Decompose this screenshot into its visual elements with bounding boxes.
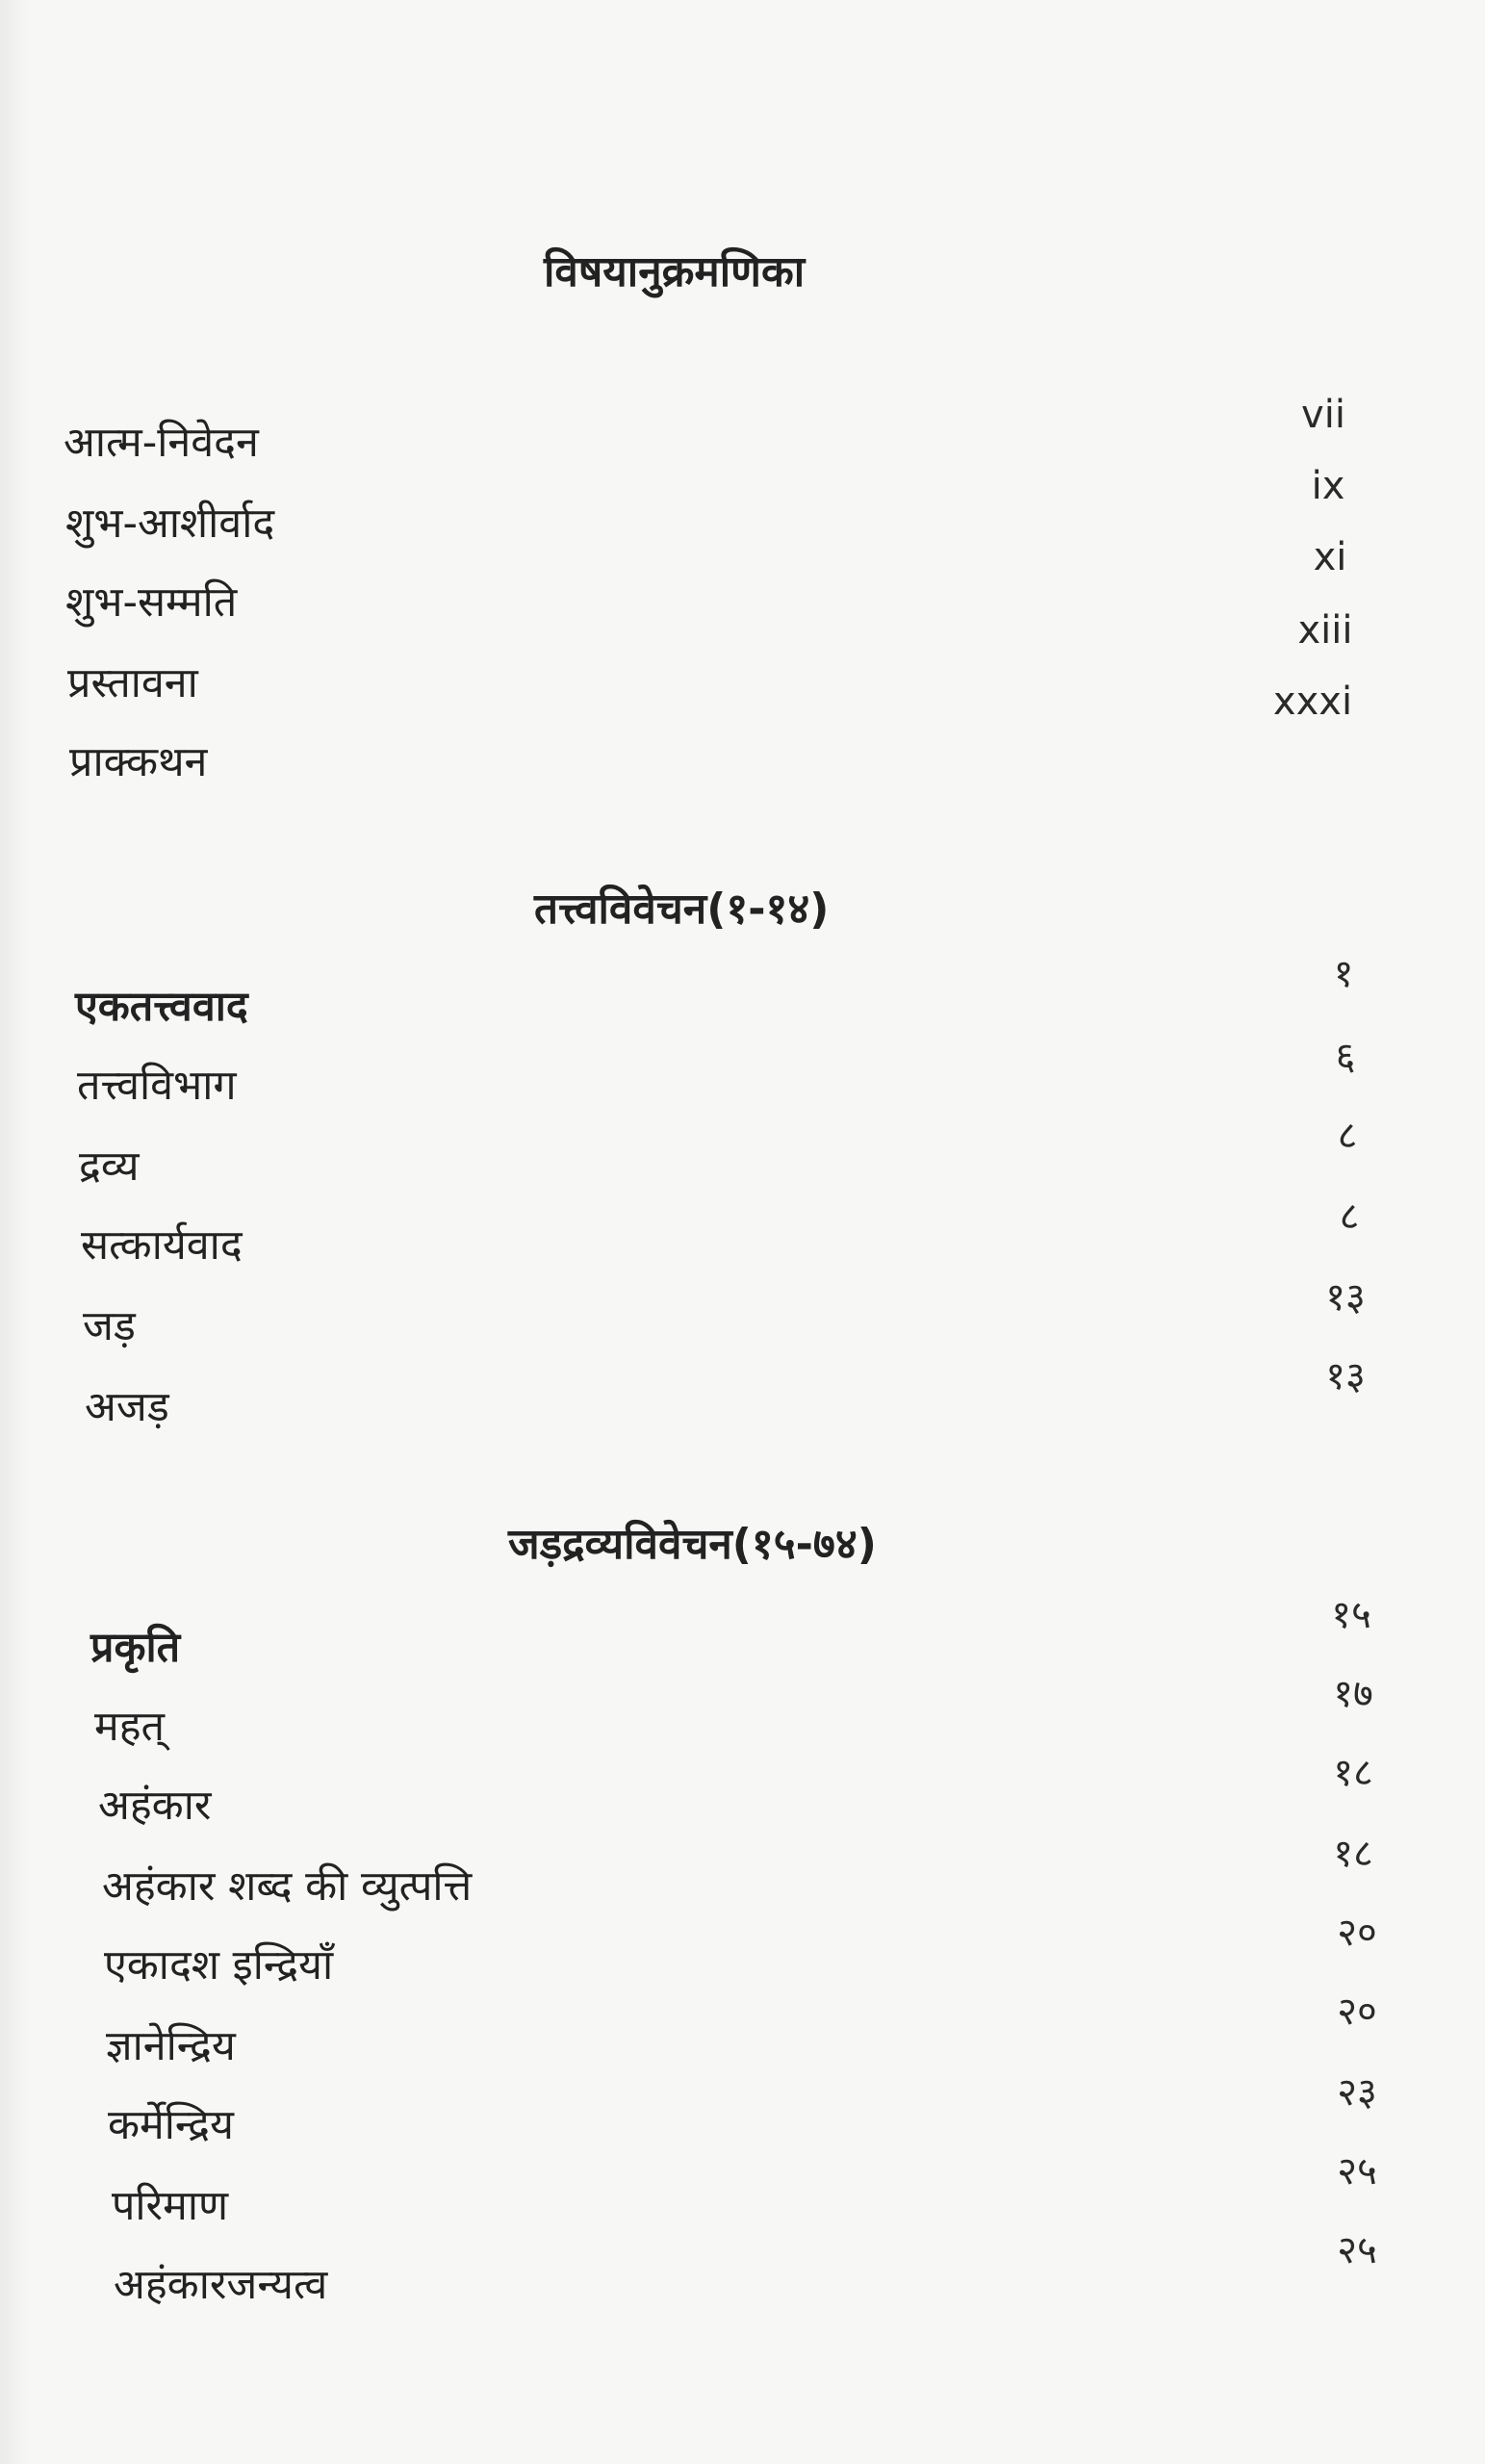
section-heading: तत्त्वविवेचन(१-१४) [534,885,830,934]
toc-entry-jad[interactable]: जड़ [83,1302,136,1350]
toc-entry-pariman[interactable]: परिमाण [112,2182,229,2230]
section-heading: जड़द्रव्यविवेचन(१५-७४) [508,1520,877,1569]
toc-page-number: ८ [1337,1114,1358,1158]
toc-entry-atma-nivedan[interactable]: आत्म-निवेदन [64,419,259,467]
toc-page-number: १३ [1325,1354,1366,1399]
toc-entry-karmendriya[interactable]: कर्मेन्द्रिय [108,2101,234,2149]
toc-entry-prakriti[interactable]: प्रकृति [90,1624,181,1672]
toc-entry-tattvavibhag[interactable]: तत्त्वविभाग [77,1062,237,1110]
toc-page-number: १३ [1325,1275,1366,1320]
toc-page-number: xi [1313,535,1347,579]
toc-page-number: ६ [1335,1035,1356,1079]
toc-entry-gyanendriya[interactable]: ज्ञानेन्द्रिय [106,2022,236,2070]
toc-page-number: २५ [1337,2228,1377,2272]
toc-entry-shubh-sammati[interactable]: शुभ-सम्मति [65,578,238,627]
toc-entry-dravya[interactable]: द्रव्य [79,1142,140,1191]
page-title: विषयानुक्रमणिका [544,247,806,296]
toc-page-number: १ [1333,952,1354,996]
toc-page-number: १५ [1331,1593,1371,1637]
toc-entry-ekadash-indriyan[interactable]: एकादश इन्द्रियाँ [104,1941,334,1989]
toc-entry-prakkathan[interactable]: प्राक्कथन [69,738,208,786]
toc-page-number: vii [1301,393,1345,437]
toc-entry-ajad[interactable]: अजड़ [85,1383,169,1431]
toc-page-number: xiii [1297,608,1353,653]
toc-entry-ahankarjanyatva[interactable]: अहंकारजन्यत्व [114,2261,328,2309]
toc-page-number: xxxi [1272,680,1353,724]
toc-entry-ahankar[interactable]: अहंकार [98,1782,212,1830]
toc-page-number: २३ [1337,2070,1377,2115]
toc-entry-ekatattvavad[interactable]: एकतत्त्ववाद [75,983,248,1031]
toc-page-number: २० [1337,1911,1377,1955]
toc-entry-mahat[interactable]: महत् [94,1703,166,1751]
toc-page-number: २५ [1337,2149,1377,2194]
toc-entry-prastavana[interactable]: प्रस्तावना [67,659,198,707]
toc-entry-satkaryavad[interactable]: सत्कार्यवाद [81,1221,243,1270]
toc-page-number: ix [1311,464,1345,508]
toc-page-number: ८ [1339,1194,1360,1239]
toc-page-number: १८ [1333,1751,1373,1795]
toc-page-number: १७ [1333,1672,1373,1716]
toc-entry-ahankar-vyutpatti[interactable]: अहंकार शब्द की व्युत्पत्ति [102,1862,473,1911]
toc-page-number: १८ [1333,1832,1373,1876]
toc-entry-shubh-ashirvad[interactable]: शुभ-आशीर्वाद [65,500,275,548]
toc-page-number: २० [1337,1989,1377,2034]
